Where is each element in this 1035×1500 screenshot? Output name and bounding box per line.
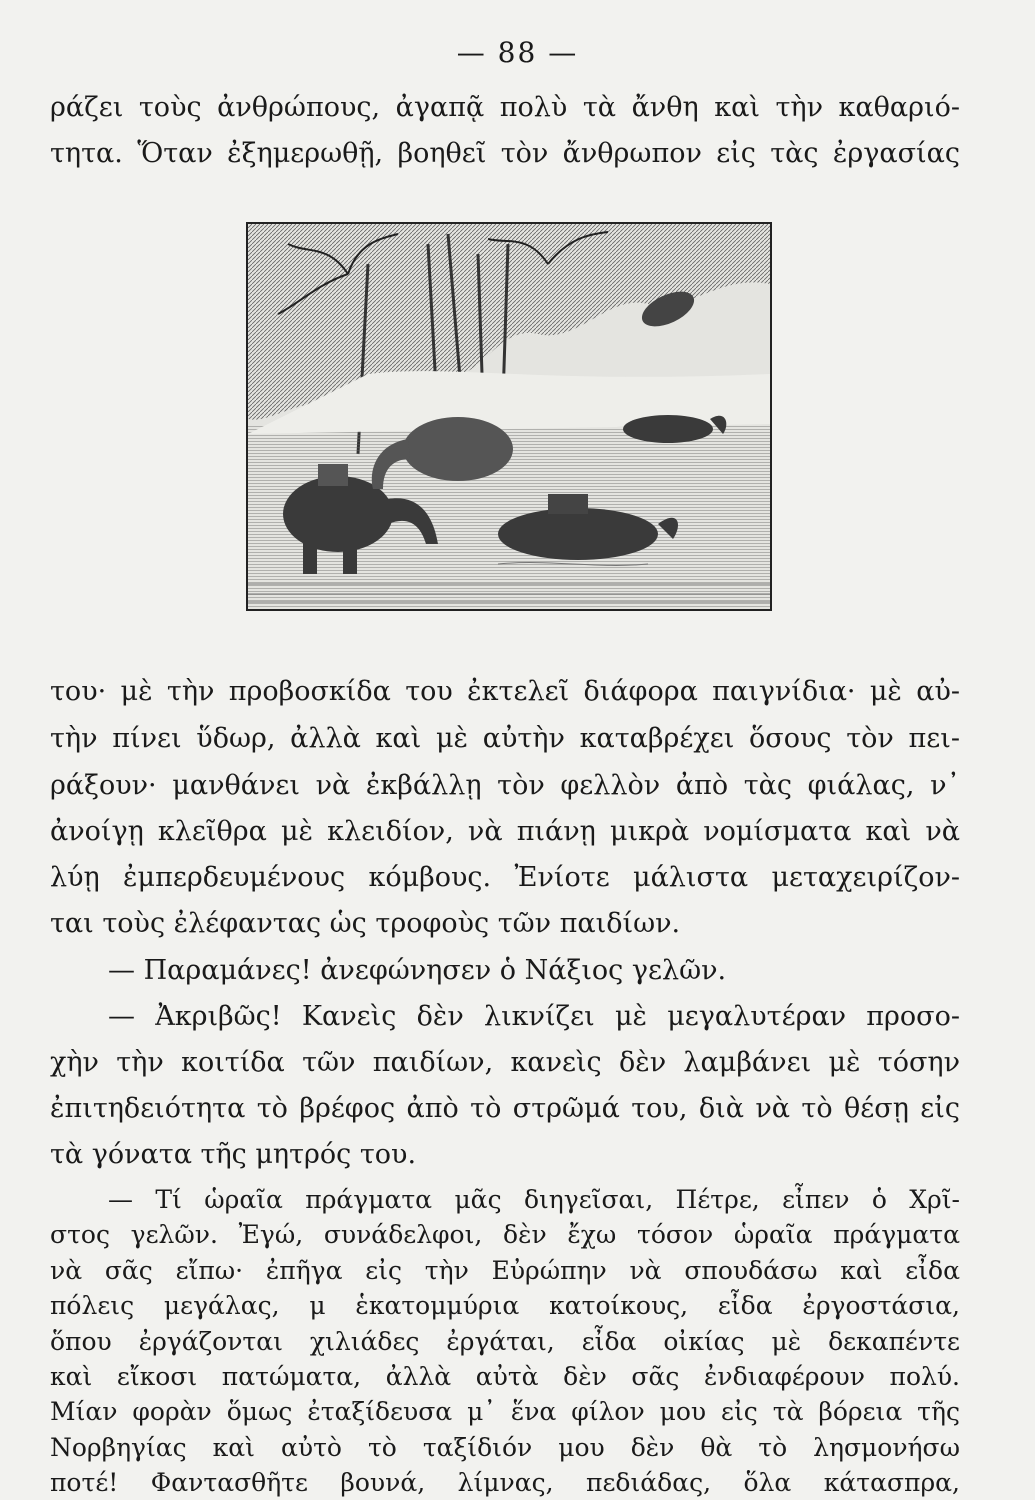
text-line: τὴν πίνει ὕδωρ, ἀλλὰ καὶ μὲ αὐτὴν καταβρέχει ὅσους τὸν πει-: [50, 723, 960, 754]
text-line: ράξουν· μανθάνει νὰ ἐκβάλλῃ τὸν φελλὸν ἀπὸ τὰς φιάλας, ν᾽: [50, 770, 960, 801]
text-line: ται τοὺς ἐλέφαντας ὡς τροφοὺς τῶν παιδίων.: [50, 908, 681, 939]
text-line: ἀνοίγῃ κλεῖθρα μὲ κλειδίον, νὰ πιάνῃ μικρὰ νομίσματα καὶ νὰ: [50, 816, 960, 847]
text-line: τὰ γόνατα τῆς μητρός του.: [50, 1139, 417, 1170]
text-line: ὅπου ἐργάζονται χιλιάδες ἐργάται, εἶδα οἰκίας μὲ δεκαπέντε: [50, 1326, 960, 1356]
text-line: του· μὲ τὴν προβοσκίδα του ἐκτελεῖ διάφορα παιγνίδια· μὲ αὐ-: [50, 676, 960, 707]
text-line: Μίαν φορὰν ὅμως ἐταξίδευσα μ᾽ ἕνα φίλον μου εἰς τὰ βόρεια τῆς: [50, 1397, 960, 1427]
text-line: λύῃ ἐμπερδευμένους κόμβους. Ἐνίοτε μάλιστα μεταχειρίζον-: [50, 862, 960, 893]
text-line: Νορβηγίας καὶ αὐτὸ τὸ ταξίδιόν μου δὲν θὰ τὸ λησμονήσω: [50, 1432, 960, 1462]
text-line: ποτέ! Φαντασθῆτε βουνά, λίμνας, πεδιάδας, ὅλα κάτασπρα,: [50, 1468, 960, 1497]
page-number: — 88 —: [456, 36, 579, 69]
elephant-hunt-engraving: [246, 222, 772, 611]
dialogue-line: — Τί ὡραῖα πράγματα μᾶς διηγεῖσαι, Πέτρε, εἶπεν ὁ Χρῖ-: [108, 1185, 960, 1214]
text-line: ἐπιτηδειότητα τὸ βρέφος ἀπὸ τὸ στρῶμά του, διὰ νὰ τὸ θέσῃ εἰς: [50, 1093, 960, 1124]
text-line: στος γελῶν. Ἐγώ, συνάδελφοι, δὲν ἔχω τόσον ὡραῖα πράγματα: [50, 1220, 960, 1250]
dialogue-line: — Ἀκριβῶς! Κανεὶς δὲν λικνίζει μὲ μεγαλυτέραν προσο-: [108, 1001, 960, 1032]
text-line: πόλεις μεγάλας, μ ἑκατομμύρια κατοίκους, εἶδα ἐργοστάσια,: [50, 1291, 960, 1321]
dialogue-line: — Παραμάνες! ἀνεφώνησεν ὁ Νάξιος γελῶν.: [108, 955, 727, 986]
engraving-illustration: [248, 224, 770, 609]
text-line: χὴν τὴν κοιτίδα τῶν παιδίων, κανεὶς δὲν λαμβάνει μὲ τόσην: [50, 1047, 960, 1078]
text-line: νὰ σᾶς εἴπω· ἐπῆγα εἰς τὴν Εὐρώπην νὰ σπουδάσω καὶ εἶδα: [50, 1255, 960, 1285]
text-line: καὶ εἴκοσι πατώματα, ἀλλὰ αὐτὰ δὲν σᾶς ἐνδιαφέρουν πολύ.: [50, 1361, 960, 1391]
text-line: ράζει τοὺς ἀνθρώπους, ἀγαπᾷ πολὺ τὰ ἄνθη καὶ τὴν καθαριό-: [50, 92, 960, 123]
text-line: τητα. Ὅταν ἐξημερωθῇ, βοηθεῖ τὸν ἄνθρωπον εἰς τὰς ἐργασίας: [50, 138, 960, 169]
